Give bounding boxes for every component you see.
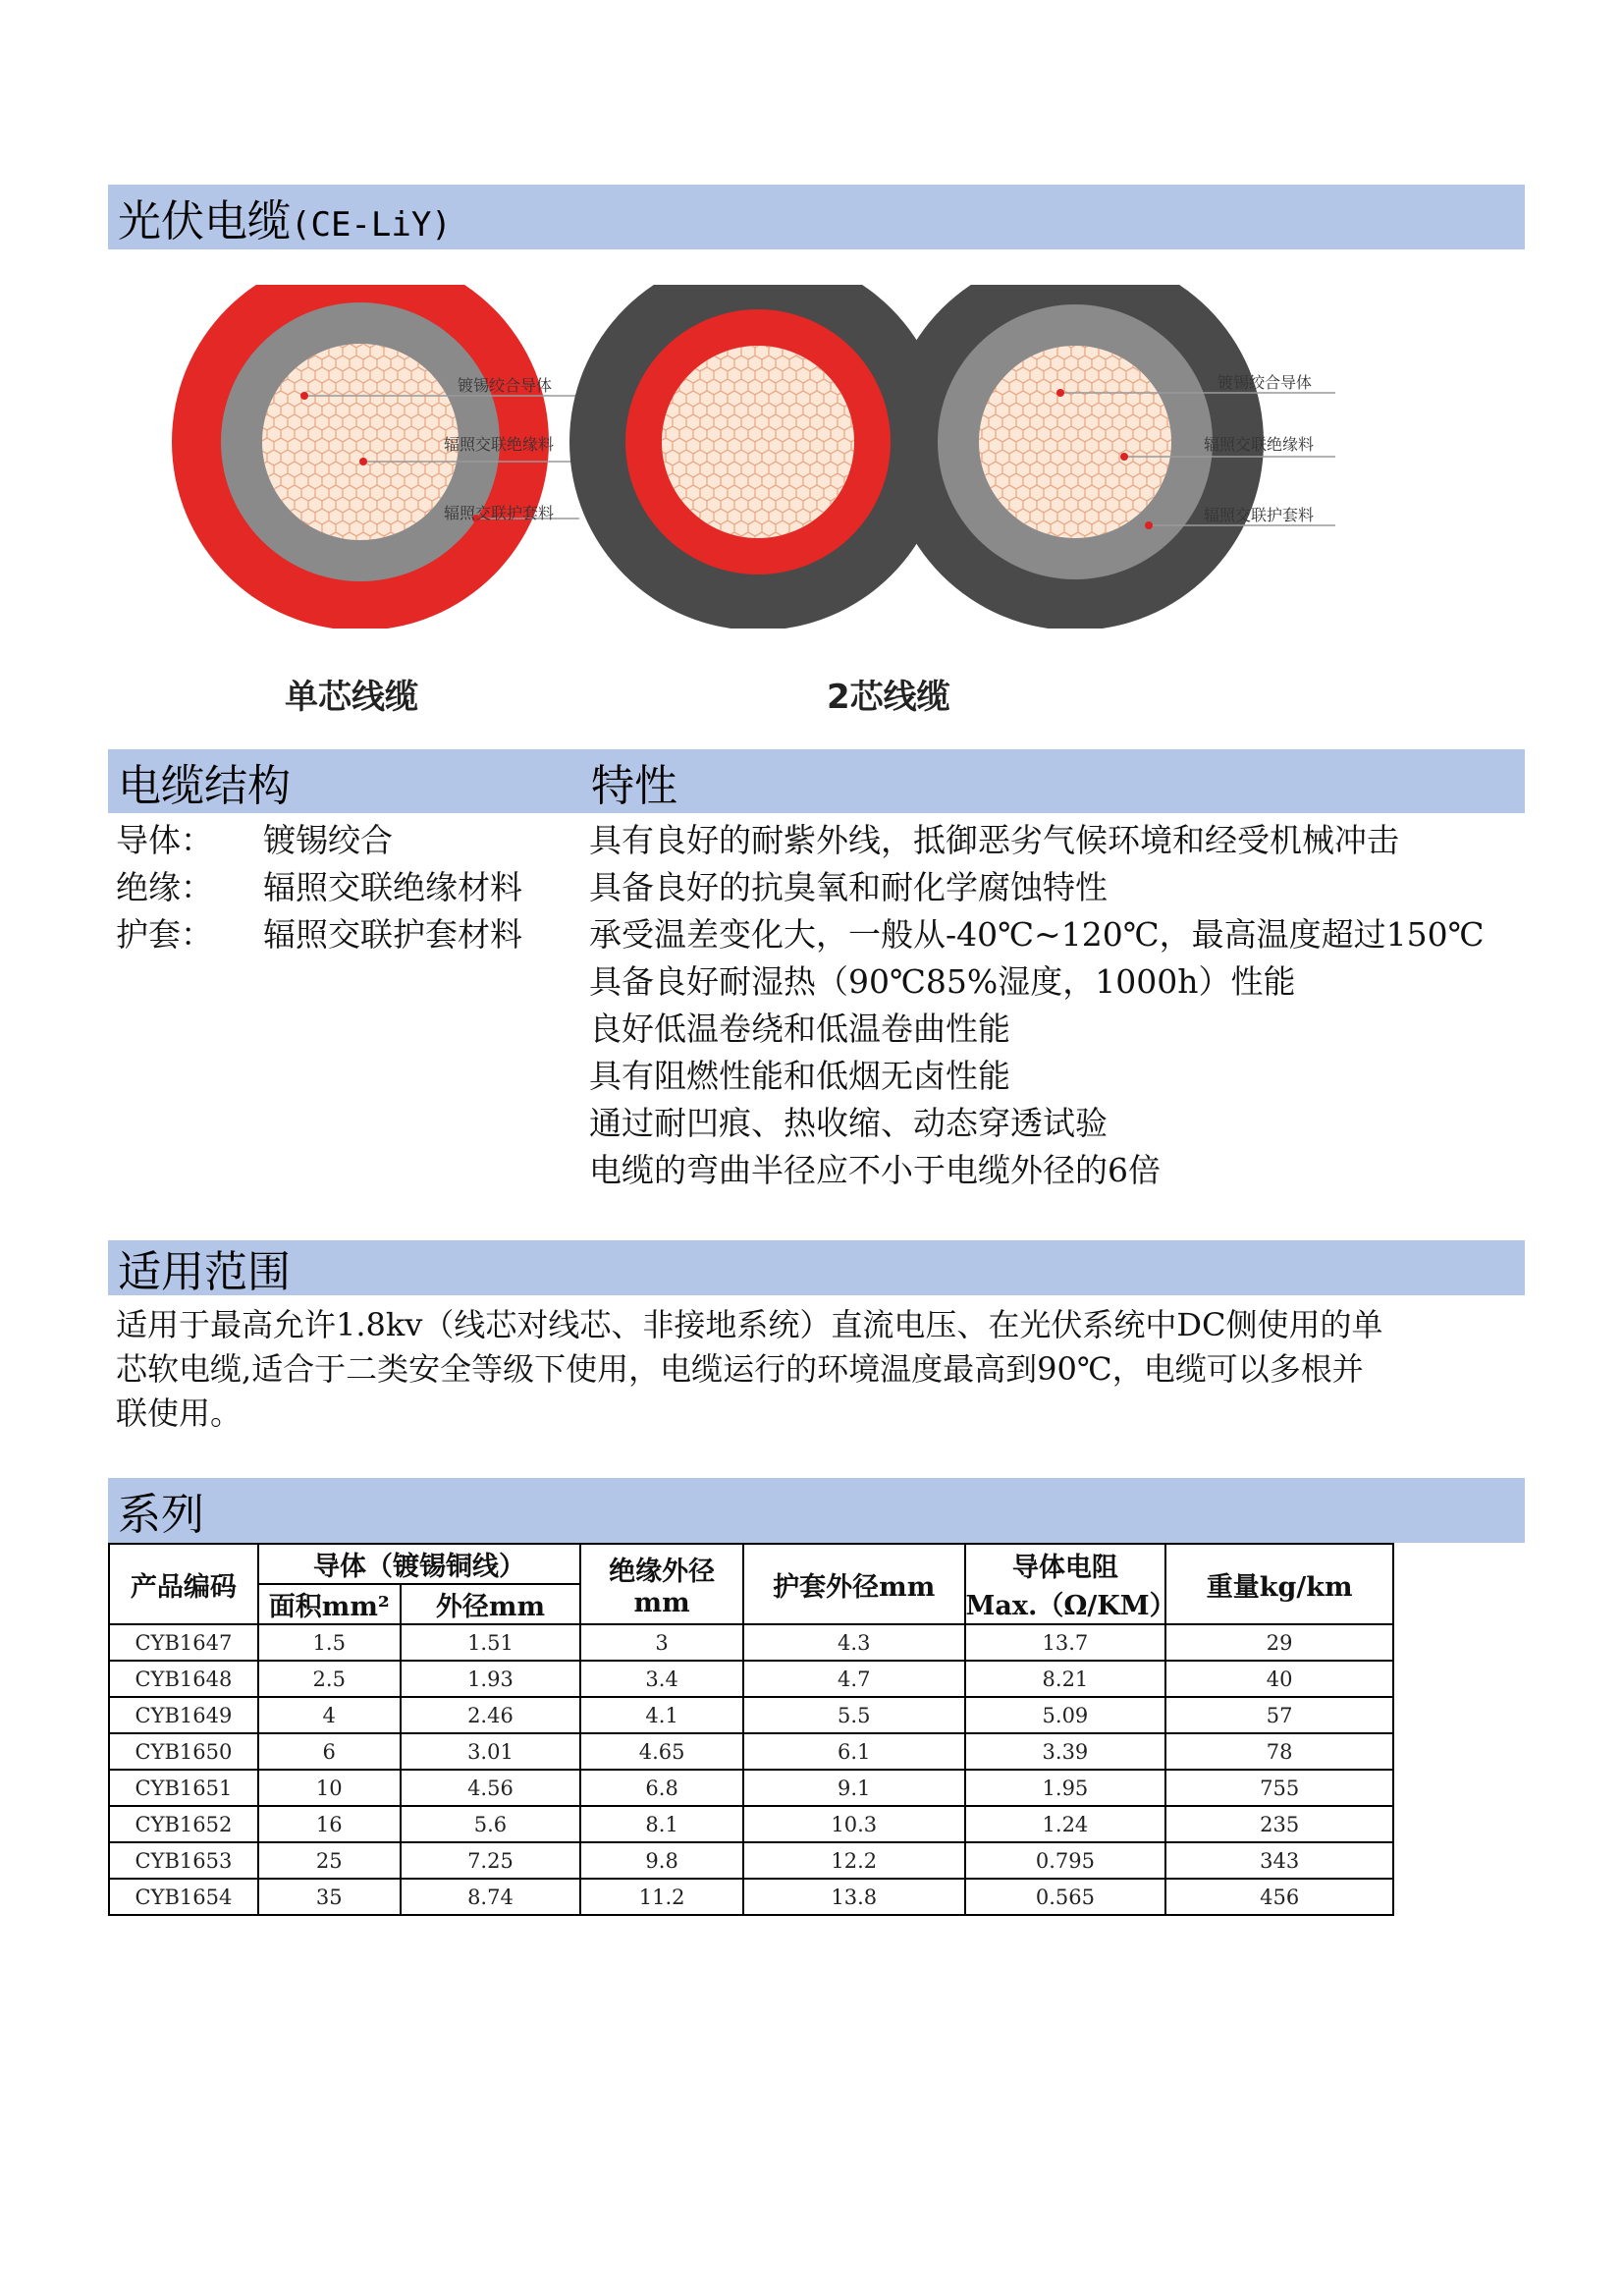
series-band	[108, 1478, 1525, 1543]
cell-area: 4	[258, 1697, 401, 1733]
table-row	[109, 1697, 1393, 1733]
table-row	[109, 1770, 1393, 1806]
page-title	[118, 186, 452, 248]
cell-resistance: 5.09	[965, 1697, 1166, 1733]
cell-sheath: 12.2	[743, 1842, 965, 1879]
header-sheath: 护套外径mm	[743, 1544, 965, 1624]
cell-area: 25	[258, 1842, 401, 1879]
cell-code: CYB1649	[109, 1697, 258, 1733]
cell-sheath: 4.7	[743, 1661, 965, 1697]
header-resistance-line2: Max.（Ω/KM）	[965, 1591, 1176, 1621]
feature-item: 具备良好的抗臭氧和耐化学腐蚀特性	[589, 868, 1108, 906]
table-row	[109, 1733, 1393, 1770]
cell-diameter: 1.93	[401, 1661, 581, 1697]
cell-weight: 456	[1165, 1879, 1393, 1915]
series-heading: 系列	[118, 1490, 204, 1540]
features-heading: 特性	[591, 760, 677, 811]
cell-weight: 343	[1165, 1842, 1393, 1879]
cell-sheath: 6.1	[743, 1733, 965, 1770]
header-code: 产品编码	[109, 1544, 258, 1624]
cell-insulation: 4.65	[580, 1733, 743, 1770]
cell-insulation: 11.2	[580, 1879, 743, 1915]
feature-item: 具有阻燃性能和低烟无卤性能	[589, 1057, 1010, 1095]
cell-diameter: 2.46	[401, 1697, 581, 1733]
cell-insulation: 9.8	[580, 1842, 743, 1879]
cell-sheath: 4.3	[743, 1624, 965, 1661]
callout-sheath-double: 辐照交联护套料	[1204, 506, 1315, 524]
cell-weight: 40	[1165, 1661, 1393, 1697]
header-conductor: 导体（镀锡铜线）	[258, 1544, 580, 1584]
cell-sheath: 10.3	[743, 1806, 965, 1842]
cell-resistance: 0.565	[965, 1879, 1166, 1915]
table-row	[109, 1842, 1393, 1879]
cable-cross-section-figure	[157, 285, 1394, 629]
cell-insulation: 3	[580, 1624, 743, 1661]
feature-item: 良好低温卷绕和低温卷曲性能	[589, 1010, 1010, 1048]
cell-area: 10	[258, 1770, 401, 1806]
cell-resistance: 13.7	[965, 1624, 1166, 1661]
table-row	[109, 1879, 1393, 1915]
structure-heading: 电缆结构	[118, 760, 291, 811]
cell-insulation: 8.1	[580, 1806, 743, 1842]
series-table	[108, 1543, 1394, 1916]
callout-conductor-double: 镀锡绞合导体	[1217, 373, 1313, 392]
cell-diameter: 5.6	[401, 1806, 581, 1842]
single-core-cable	[172, 285, 579, 629]
cell-diameter: 3.01	[401, 1733, 581, 1770]
feature-item: 电缆的弯曲半径应不小于电缆外径的6倍	[589, 1151, 1161, 1189]
cell-sheath: 9.1	[743, 1770, 965, 1806]
cell-area: 1.5	[258, 1624, 401, 1661]
scope-line: 联使用。	[116, 1394, 243, 1432]
feature-item: 承受温差变化大，一般从-40℃~120℃，最高温度超过150℃	[589, 915, 1485, 954]
cell-code: CYB1651	[109, 1770, 258, 1806]
scope-line: 芯软电缆,适合于二类安全等级下使用，电缆运行的环境温度最高到90℃，电缆可以多根并	[116, 1350, 1364, 1388]
callout-insulation-single: 辐照交联绝缘料	[444, 435, 555, 454]
cell-resistance: 3.39	[965, 1733, 1166, 1770]
scope-line: 适用于最高允许1.8kv（线芯对线芯、非接地系统）直流电压、在光伏系统中DC侧使用的单	[116, 1306, 1383, 1343]
cell-area: 35	[258, 1879, 401, 1915]
cell-area: 2.5	[258, 1661, 401, 1697]
cell-code: CYB1652	[109, 1806, 258, 1842]
cell-insulation: 3.4	[580, 1661, 743, 1697]
feature-item: 通过耐凹痕、热收缩、动态穿透试验	[589, 1104, 1108, 1142]
cell-area: 16	[258, 1806, 401, 1842]
cell-code: CYB1648	[109, 1661, 258, 1697]
header-diameter: 外径mm	[401, 1584, 581, 1624]
table-row	[109, 1624, 1393, 1661]
structure-label: 导体：	[116, 821, 213, 859]
scope-band	[108, 1240, 1525, 1295]
structure-value: 辐照交联护套材料	[263, 915, 522, 954]
cell-resistance: 0.795	[965, 1842, 1166, 1879]
cell-weight: 235	[1165, 1806, 1393, 1842]
cell-diameter: 7.25	[401, 1842, 581, 1879]
double-core-cable	[569, 285, 1335, 629]
cell-sheath: 13.8	[743, 1879, 965, 1915]
feature-item: 具备良好耐湿热（90℃85%湿度，1000h）性能	[589, 962, 1296, 1001]
cell-insulation: 6.8	[580, 1770, 743, 1806]
cell-resistance: 1.24	[965, 1806, 1166, 1842]
cell-code: CYB1654	[109, 1879, 258, 1915]
single-core-caption: 单芯线缆	[285, 678, 418, 717]
cell-resistance: 8.21	[965, 1661, 1166, 1697]
cell-diameter: 1.51	[401, 1624, 581, 1661]
cell-code: CYB1647	[109, 1624, 258, 1661]
header-weight: 重量kg/km	[1165, 1544, 1393, 1624]
title-sub: (CE-LiY)	[291, 205, 452, 245]
title-band	[108, 185, 1525, 249]
cell-diameter: 4.56	[401, 1770, 581, 1806]
header-resistance-line1: 导体电阻	[1011, 1553, 1118, 1583]
feature-item: 具有良好的耐紫外线，抵御恶劣气候环境和经受机械冲击	[589, 821, 1399, 859]
structure-value: 辐照交联绝缘材料	[263, 868, 522, 906]
cell-insulation: 4.1	[580, 1697, 743, 1733]
table-row	[109, 1806, 1393, 1842]
cell-weight: 57	[1165, 1697, 1393, 1733]
header-area: 面积mm²	[258, 1584, 401, 1624]
cell-weight: 78	[1165, 1733, 1393, 1770]
cell-weight: 29	[1165, 1624, 1393, 1661]
cell-weight: 755	[1165, 1770, 1393, 1806]
series-table-body	[109, 1624, 1393, 1915]
callout-conductor-single: 镀锡绞合导体	[458, 376, 553, 395]
structure-label: 绝缘：	[116, 868, 213, 906]
cell-sheath: 5.5	[743, 1697, 965, 1733]
cell-code: CYB1650	[109, 1733, 258, 1770]
scope-heading: 适用范围	[118, 1247, 291, 1297]
header-insulation: 绝缘外径mm	[580, 1544, 743, 1624]
callout-insulation-double: 辐照交联绝缘料	[1204, 435, 1315, 454]
scope-paragraph	[116, 1303, 1510, 1436]
table-row	[109, 1661, 1393, 1697]
double-core-caption: 2芯线缆	[827, 678, 950, 717]
callout-sheath-single: 辐照交联护套料	[444, 504, 555, 522]
cell-area: 6	[258, 1733, 401, 1770]
header-resistance	[965, 1544, 1176, 1624]
cell-code: CYB1653	[109, 1842, 258, 1879]
cell-diameter: 8.74	[401, 1879, 581, 1915]
structure-value: 镀锡绞合	[263, 821, 393, 859]
structure-band	[108, 749, 1525, 813]
title-main: 光伏电缆	[118, 196, 291, 246]
structure-label: 护套：	[116, 915, 213, 954]
cell-resistance: 1.95	[965, 1770, 1166, 1806]
